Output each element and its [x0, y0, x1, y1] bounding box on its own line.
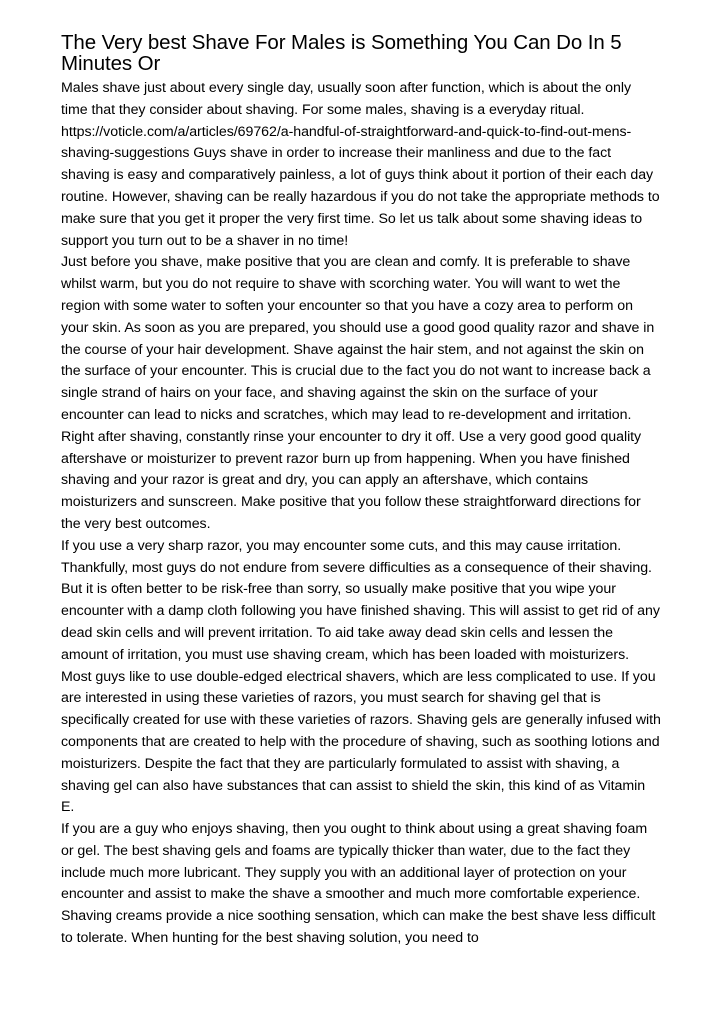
paragraph-5: Most guys like to use double-edged electrical shavers, which are less complicated to use. If you are interested in using these varieties of razors, you must search for shaving gel that is specifically created for use with these varieties of razors. Shaving gels are generally infused with components that are created to help with the procedure of shaving, such as soothing lotions and moisturizers. Despite the fact that they are particularly formulated to assist with shaving, a shaving gel can also have substances that can assist to shield the skin, this kind of as Vitamin E. — [61, 668, 661, 816]
document-title: The Very best Shave For Males is Something You Can Do In 5 Minutes Or — [61, 31, 622, 75]
paragraph-2: Just before you shave, make positive that you are clean and comfy. It is preferable to shave whilst warm, but you do not require to shave with scorching water. You will want to wet the region with some water to soften your encounter so that you have a cozy area to perform on your skin. As soon as you are prepared, you should use a good good quality razor and shave in the course of your hair development. Shave against the hair stem, and not against the skin on the surface of your encounter. This is crucial due to the fact you do not want to increase back a single strand of hairs on your face, and shaving against the skin on the surface of your encounter can lead to nicks and scratches, which may lead to re-development and irritation. — [61, 254, 655, 423]
paragraph-6: If you are a guy who enjoys shaving, then you ought to think about using a great shaving foam or gel. The best shaving gels and foams are typically thicker than water, due to the fact they include much more lubricant. They supply you with an additional layer of protection on your encounter and assist to make the shave a smoother and much more comfortable experience. Shaving creams provide a nice soothing sensation, which can make the best shave less difficult to tolerate. When hunting for the best shaving solution, you need to — [61, 821, 656, 947]
paragraph-1: Males shave just about every single day, usually soon after function, which is about the only time that they consider about shaving. For some males, shaving is a everyday ritual. https://voticle.com/a/articles/69762/a-handful-of-straightforward-and-quick-to-find-out-mens-shaving-suggestions Guys shave in order to increase their manliness and due to the fact shaving is easy and comparatively painless, a lot of guys think about it portion of their each day routine. However, shaving can be really hazardous if you do not take the appropriate methods to make sure that you get it proper the very first time. So let us talk about some shaving ideas to support you turn out to be a shaver in no time! — [61, 80, 660, 249]
paragraph-4: If you use a very sharp razor, you may encounter some cuts, and this may cause irritation. Thankfully, most guys do not endure from severe difficulties as a consequence of their shaving. But it is often better to be risk-free than sorry, so usually make positive that you wipe your encounter with a damp cloth following you have finished shaving. This will assist to get rid of any dead skin cells and will prevent irritation. To aid take away dead skin cells and lessen the amount of irritation, you must use shaving cream, which has been loaded with moisturizers. — [61, 537, 660, 663]
document-page — [61, 32, 661, 950]
paragraph-3: Right after shaving, constantly rinse your encounter to dry it off. Use a very good good quality aftershave or moisturizer to prevent razor burn up from happening. When you have finished shaving and your razor is great and dry, you can apply an aftershave, which contains moisturizers and sunscreen. Make positive that you follow these straightforward directions for the very best outcomes. — [61, 428, 642, 532]
